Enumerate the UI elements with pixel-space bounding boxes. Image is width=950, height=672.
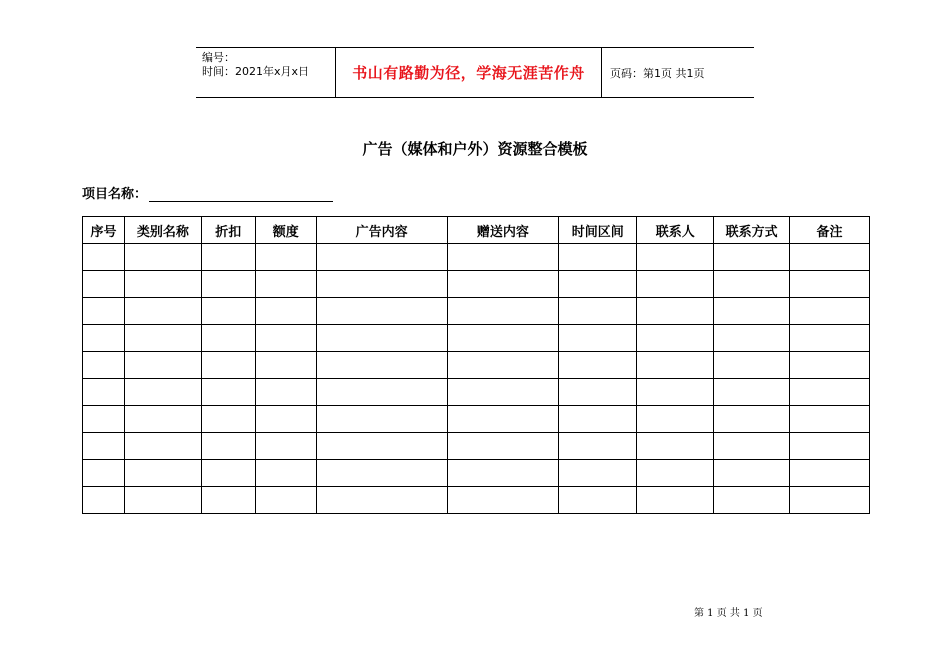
table-cell[interactable]	[637, 298, 714, 325]
table-cell[interactable]	[559, 406, 637, 433]
table-cell[interactable]	[714, 379, 790, 406]
table-cell[interactable]	[83, 487, 125, 514]
project-name-blank[interactable]	[149, 186, 333, 202]
col-header: 联系人	[637, 217, 714, 244]
table-cell[interactable]	[255, 379, 316, 406]
table-cell[interactable]	[316, 325, 447, 352]
table-cell[interactable]	[316, 406, 447, 433]
table-cell[interactable]	[714, 460, 790, 487]
table-cell[interactable]	[637, 244, 714, 271]
col-header: 赠送内容	[447, 217, 559, 244]
table-cell[interactable]	[447, 379, 559, 406]
table-cell[interactable]	[559, 487, 637, 514]
project-name-field	[82, 183, 333, 202]
table-cell[interactable]	[255, 325, 316, 352]
table-cell[interactable]	[447, 298, 559, 325]
table-cell[interactable]	[637, 406, 714, 433]
table-cell[interactable]	[790, 271, 870, 298]
table-cell[interactable]	[124, 298, 201, 325]
table-cell[interactable]	[559, 433, 637, 460]
table-cell[interactable]	[201, 379, 255, 406]
table-cell[interactable]	[201, 244, 255, 271]
header-motto: 书山有路勤为径，学海无涯苦作舟	[336, 48, 602, 97]
table-cell[interactable]	[83, 325, 125, 352]
table-cell[interactable]	[201, 325, 255, 352]
table-cell[interactable]	[316, 460, 447, 487]
table-cell[interactable]	[447, 487, 559, 514]
table-cell[interactable]	[124, 325, 201, 352]
table-row	[83, 271, 870, 298]
table-cell[interactable]	[637, 379, 714, 406]
page-header	[196, 47, 754, 98]
table-cell[interactable]	[447, 406, 559, 433]
table-cell[interactable]	[201, 352, 255, 379]
col-header: 类别名称	[124, 217, 201, 244]
number-label: 编号：	[202, 51, 235, 64]
table-cell[interactable]	[124, 460, 201, 487]
table-cell[interactable]	[790, 379, 870, 406]
table-cell[interactable]	[790, 460, 870, 487]
table-cell[interactable]	[255, 406, 316, 433]
table-cell[interactable]	[637, 460, 714, 487]
table-cell[interactable]	[83, 460, 125, 487]
table-cell[interactable]	[83, 271, 125, 298]
col-header: 备注	[790, 217, 870, 244]
table-cell[interactable]	[124, 487, 201, 514]
table-cell[interactable]	[201, 298, 255, 325]
table-cell[interactable]	[559, 244, 637, 271]
table-cell[interactable]	[790, 406, 870, 433]
table-cell[interactable]	[790, 352, 870, 379]
table-cell[interactable]	[714, 325, 790, 352]
table-cell[interactable]	[201, 460, 255, 487]
col-header: 时间区间	[559, 217, 637, 244]
table-row	[83, 352, 870, 379]
table-cell[interactable]	[714, 487, 790, 514]
table-cell[interactable]	[637, 487, 714, 514]
table-cell[interactable]	[255, 298, 316, 325]
table-cell[interactable]	[714, 406, 790, 433]
table-body	[83, 244, 870, 514]
table-row	[83, 433, 870, 460]
table-cell[interactable]	[637, 325, 714, 352]
table-cell[interactable]	[559, 298, 637, 325]
table-cell[interactable]	[201, 406, 255, 433]
table-cell[interactable]	[201, 487, 255, 514]
table-cell[interactable]	[714, 298, 790, 325]
table-cell[interactable]	[447, 271, 559, 298]
table-cell[interactable]	[316, 244, 447, 271]
table-cell[interactable]	[201, 271, 255, 298]
col-header: 广告内容	[316, 217, 447, 244]
table-cell[interactable]	[316, 433, 447, 460]
table-cell[interactable]	[255, 433, 316, 460]
table-cell[interactable]	[255, 460, 316, 487]
time-label: 时间：2021年x月x日	[202, 65, 310, 78]
table-cell[interactable]	[447, 352, 559, 379]
table-cell[interactable]	[83, 352, 125, 379]
table-cell[interactable]	[559, 379, 637, 406]
table-header-row	[83, 217, 870, 244]
table-cell[interactable]	[637, 352, 714, 379]
table-cell[interactable]	[255, 271, 316, 298]
col-header: 折扣	[201, 217, 255, 244]
table-cell[interactable]	[316, 298, 447, 325]
table-cell[interactable]	[559, 460, 637, 487]
table-cell[interactable]	[255, 352, 316, 379]
table-cell[interactable]	[790, 325, 870, 352]
table-cell[interactable]	[559, 271, 637, 298]
table-cell[interactable]	[714, 433, 790, 460]
table-row	[83, 406, 870, 433]
table-row	[83, 298, 870, 325]
table-cell[interactable]	[447, 325, 559, 352]
table-cell[interactable]	[201, 433, 255, 460]
project-name-label: 项目名称：	[82, 187, 148, 202]
table-cell[interactable]	[559, 352, 637, 379]
table-cell[interactable]	[316, 352, 447, 379]
header-page-label: 页码：第1页 共1页	[610, 66, 705, 80]
table-cell[interactable]	[637, 271, 714, 298]
table-cell[interactable]	[83, 298, 125, 325]
table-cell[interactable]	[255, 487, 316, 514]
resource-table	[82, 216, 870, 514]
table-cell[interactable]	[124, 244, 201, 271]
table-cell[interactable]	[714, 244, 790, 271]
document-title: 广告（媒体和户外）资源整合模板	[362, 140, 588, 158]
table-cell[interactable]	[447, 244, 559, 271]
table-row	[83, 379, 870, 406]
col-header: 序号	[83, 217, 125, 244]
table-row	[83, 487, 870, 514]
table-cell[interactable]	[83, 406, 125, 433]
table-row	[83, 460, 870, 487]
table-cell[interactable]	[83, 244, 125, 271]
table-cell[interactable]	[790, 298, 870, 325]
table-cell[interactable]	[447, 433, 559, 460]
table-cell[interactable]	[124, 352, 201, 379]
table-cell[interactable]	[124, 406, 201, 433]
table-cell[interactable]	[637, 433, 714, 460]
table-cell[interactable]	[316, 271, 447, 298]
table-cell[interactable]	[124, 433, 201, 460]
table-cell[interactable]	[255, 244, 316, 271]
table-cell[interactable]	[124, 379, 201, 406]
table-cell[interactable]	[714, 352, 790, 379]
col-header: 额度	[255, 217, 316, 244]
table-cell[interactable]	[316, 487, 447, 514]
table-cell[interactable]	[790, 433, 870, 460]
header-meta	[196, 48, 336, 97]
table-cell[interactable]	[790, 487, 870, 514]
table-cell[interactable]	[559, 325, 637, 352]
col-header: 联系方式	[714, 217, 790, 244]
table-cell[interactable]	[714, 271, 790, 298]
table-cell[interactable]	[316, 379, 447, 406]
table-row	[83, 325, 870, 352]
table-cell[interactable]	[790, 244, 870, 271]
table-cell[interactable]	[447, 460, 559, 487]
table-cell[interactable]	[83, 379, 125, 406]
page-footer: 第 1 页 共 1 页	[694, 608, 763, 619]
table-cell[interactable]	[124, 271, 201, 298]
table-row	[83, 244, 870, 271]
table-cell[interactable]	[83, 433, 125, 460]
